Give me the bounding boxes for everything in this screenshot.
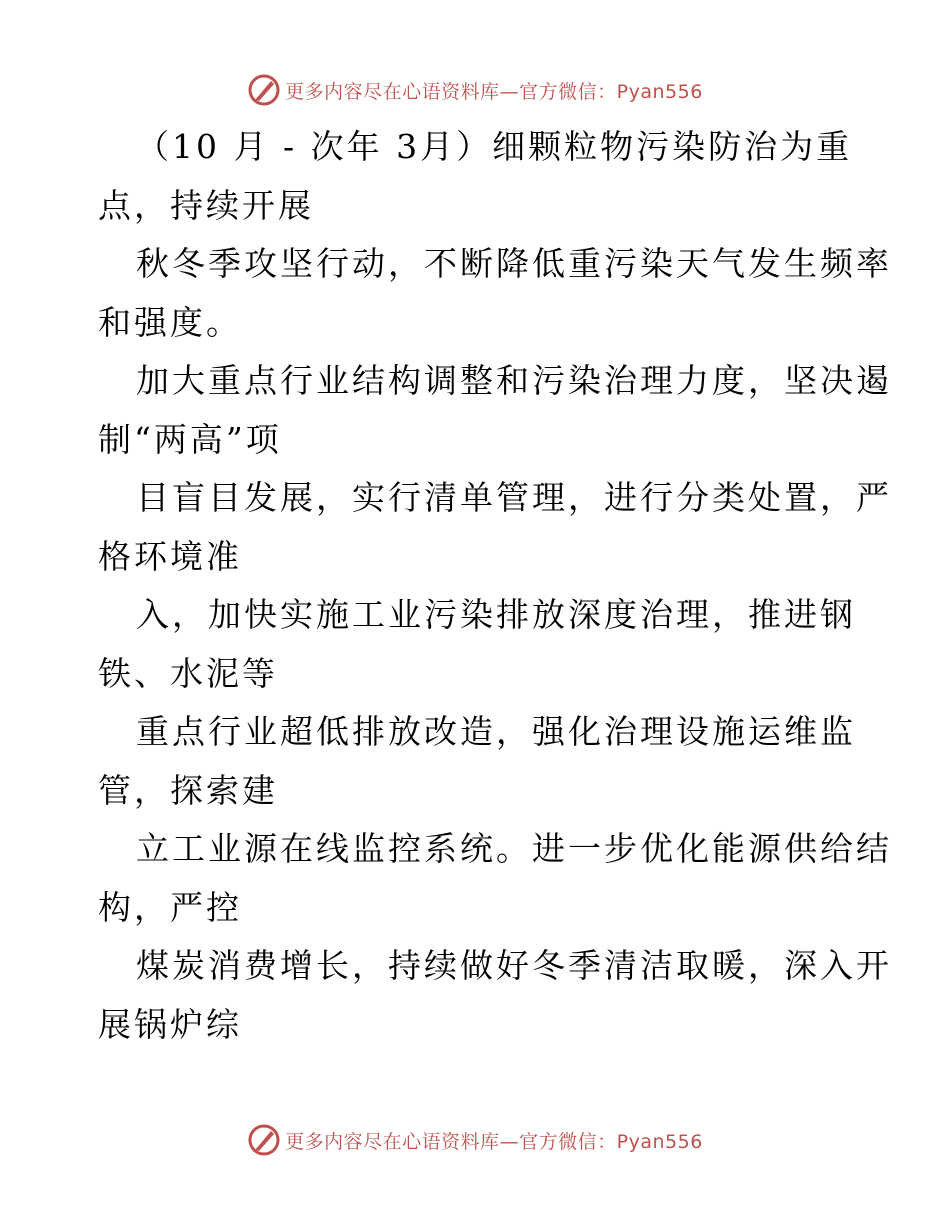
text-line: 煤炭消费增长，持续做好冬季清洁取暖，深入开 [136,946,892,985]
text-line: 制“两高”项 [98,419,282,459]
text-line: 重点行业超低排放改造，强化治理设施运维监 [136,712,856,751]
text-line: 铁、水泥等 [98,653,278,693]
text-line: 点，持续开展 [98,185,314,225]
text-line: 立工业源在线监控系统。进一步优化能源供给结 [136,829,892,868]
text-line: 格环境准 [98,536,242,576]
watermark-text: 更多内容尽在心语资料库—官方微信：Pyan556 [285,1130,703,1153]
footer-watermark [0,1120,950,1160]
text-line: 和强度。 [98,302,242,342]
quill-logo-icon [247,1123,281,1157]
text-line: 入，加快实施工业污染排放深度治理，推进钢 [136,595,856,634]
text-line: 管，探索建 [98,770,278,810]
text-line: 构，严控 [98,887,242,927]
watermark-text: 更多内容尽在心语资料库—官方微信：Pyan556 [285,80,703,103]
text-line: （10 月 - 次年 3月）细颗粒物污染防治为重 [136,127,853,166]
header-watermark [0,70,950,110]
text-line: 加大重点行业结构调整和污染治理力度，坚决遏 [136,361,892,400]
text-line: 秋冬季攻坚行动，不断降低重污染天气发生频率 [136,244,892,283]
text-line: 展锅炉综 [98,1004,242,1044]
quill-logo-icon [247,73,281,107]
document-body [98,118,892,1054]
text-line: 目盲目发展，实行清单管理，进行分类处置，严 [136,478,892,517]
